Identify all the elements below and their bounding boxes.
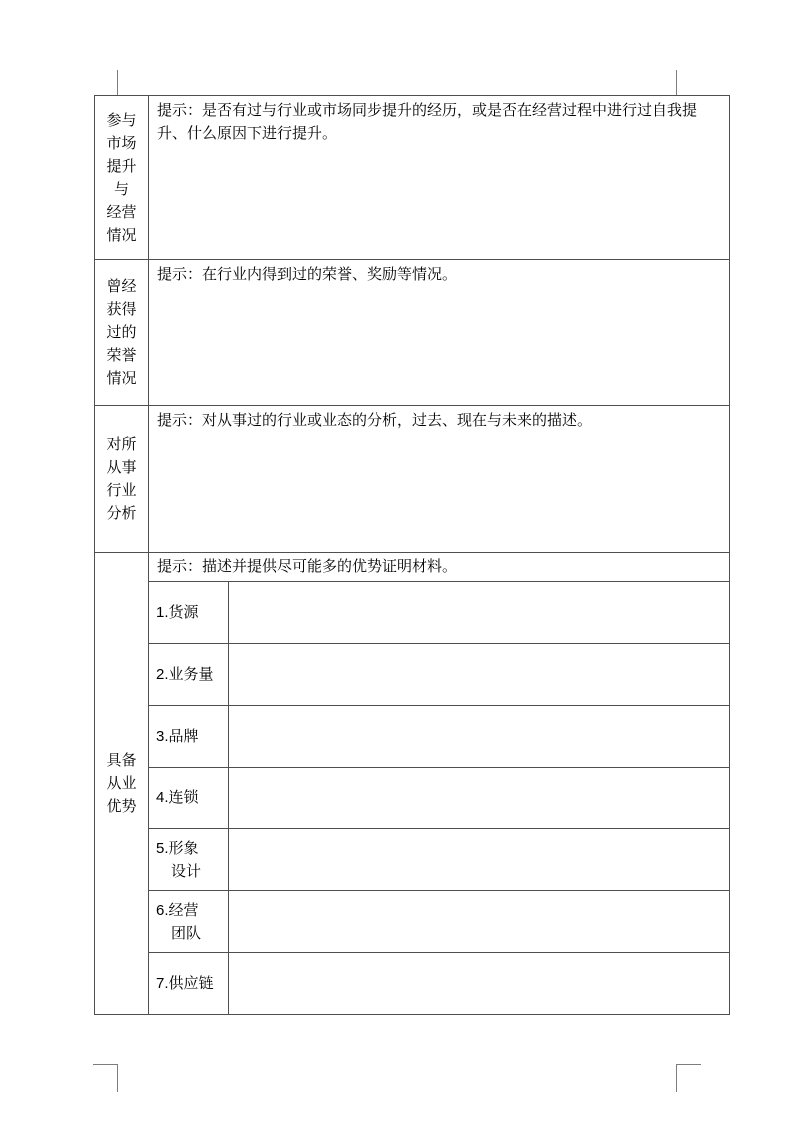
label-line: 从事 <box>106 459 137 476</box>
answer-cell-image-design[interactable] <box>229 829 729 890</box>
advantage-row-brand <box>149 705 729 767</box>
table-row-business-advantages <box>95 552 729 1014</box>
advantage-row-supply-source <box>149 581 729 643</box>
margin-mark-bottom-right <box>676 1064 701 1092</box>
table-row-honors <box>95 259 729 405</box>
label-line: 2.业务量 <box>156 665 214 683</box>
advantage-row-management-team <box>149 890 729 952</box>
label-line: 曾经 <box>106 278 137 295</box>
label-line: 市场 <box>106 134 137 152</box>
advantage-label-supply-chain <box>149 953 229 1014</box>
label-line: 4.连锁 <box>156 789 199 807</box>
label-line: 1.货源 <box>156 603 199 621</box>
label-line: 5.形象 <box>156 839 199 857</box>
form-table <box>94 95 730 1015</box>
row-label-industry-analysis <box>95 406 149 552</box>
advantage-row-chain <box>149 767 729 829</box>
row-label-market-improvement <box>95 96 149 259</box>
answer-cell-chain[interactable] <box>229 768 729 829</box>
answer-cell-supply-source[interactable] <box>229 582 729 643</box>
table-row-market-improvement <box>95 96 729 259</box>
advantage-label-management-team <box>149 891 229 952</box>
advantage-label-image-design <box>149 829 229 890</box>
label-line: 团队 <box>171 924 202 942</box>
advantage-label-supply-source <box>149 582 229 643</box>
hint-text-honors: 提示：在行业内得到过的荣誉、奖励等情况。 <box>157 266 458 283</box>
advantages-content-area <box>149 553 729 1014</box>
answer-cell-supply-chain[interactable] <box>229 953 729 1014</box>
advantage-label-brand <box>149 706 229 767</box>
advantage-label-business-volume <box>149 644 229 705</box>
hint-text-advantages: 提示：描述并提供尽可能多的优势证明材料。 <box>157 558 458 575</box>
margin-mark-top-left <box>117 70 118 95</box>
label-line: 过的 <box>106 324 137 341</box>
label-line: 从业 <box>106 775 137 792</box>
label-line: 设计 <box>171 862 202 880</box>
label-line: 参与 <box>106 111 137 129</box>
margin-mark-top-right <box>676 70 677 95</box>
advantage-row-business-volume <box>149 643 729 705</box>
margin-mark-bottom-left <box>93 1064 118 1092</box>
table-row-industry-analysis <box>95 405 729 552</box>
label-line: 与 <box>113 180 129 198</box>
label-line: 7.供应链 <box>156 975 214 993</box>
label-line: 对所 <box>106 436 137 453</box>
hint-text-industry-analysis: 提示：对从事过的行业或业态的分析，过去、现在与未来的描述。 <box>157 412 593 429</box>
advantage-row-supply-chain <box>149 952 729 1014</box>
hint-text-market-improvement: 提示：是否有过与行业或市场同步提升的经历，或是否在经营过程中进行过自我提升、什么原因下进行提升。 <box>157 102 698 142</box>
label-line: 经营 <box>106 203 137 221</box>
label-line: 3.品牌 <box>156 727 199 745</box>
answer-cell-market-improvement[interactable] <box>149 96 729 259</box>
label-line: 行业 <box>106 482 137 499</box>
answer-cell-brand[interactable] <box>229 706 729 767</box>
label-line: 具备 <box>106 752 137 769</box>
advantage-label-chain <box>149 768 229 829</box>
label-line: 荣誉 <box>106 347 137 364</box>
answer-cell-business-volume[interactable] <box>229 644 729 705</box>
label-line: 6.经营 <box>156 901 199 919</box>
row-label-business-advantages <box>95 553 149 1014</box>
label-line: 情况 <box>106 226 137 244</box>
label-line: 分析 <box>106 505 137 522</box>
advantage-row-image-design <box>149 828 729 890</box>
label-line: 优势 <box>106 798 137 815</box>
answer-cell-honors[interactable] <box>149 260 729 405</box>
label-line: 情况 <box>106 370 137 387</box>
row-label-honors <box>95 260 149 405</box>
answer-cell-industry-analysis[interactable] <box>149 406 729 552</box>
label-line: 获得 <box>106 301 137 318</box>
answer-cell-management-team[interactable] <box>229 891 729 952</box>
label-line: 提升 <box>106 157 137 175</box>
